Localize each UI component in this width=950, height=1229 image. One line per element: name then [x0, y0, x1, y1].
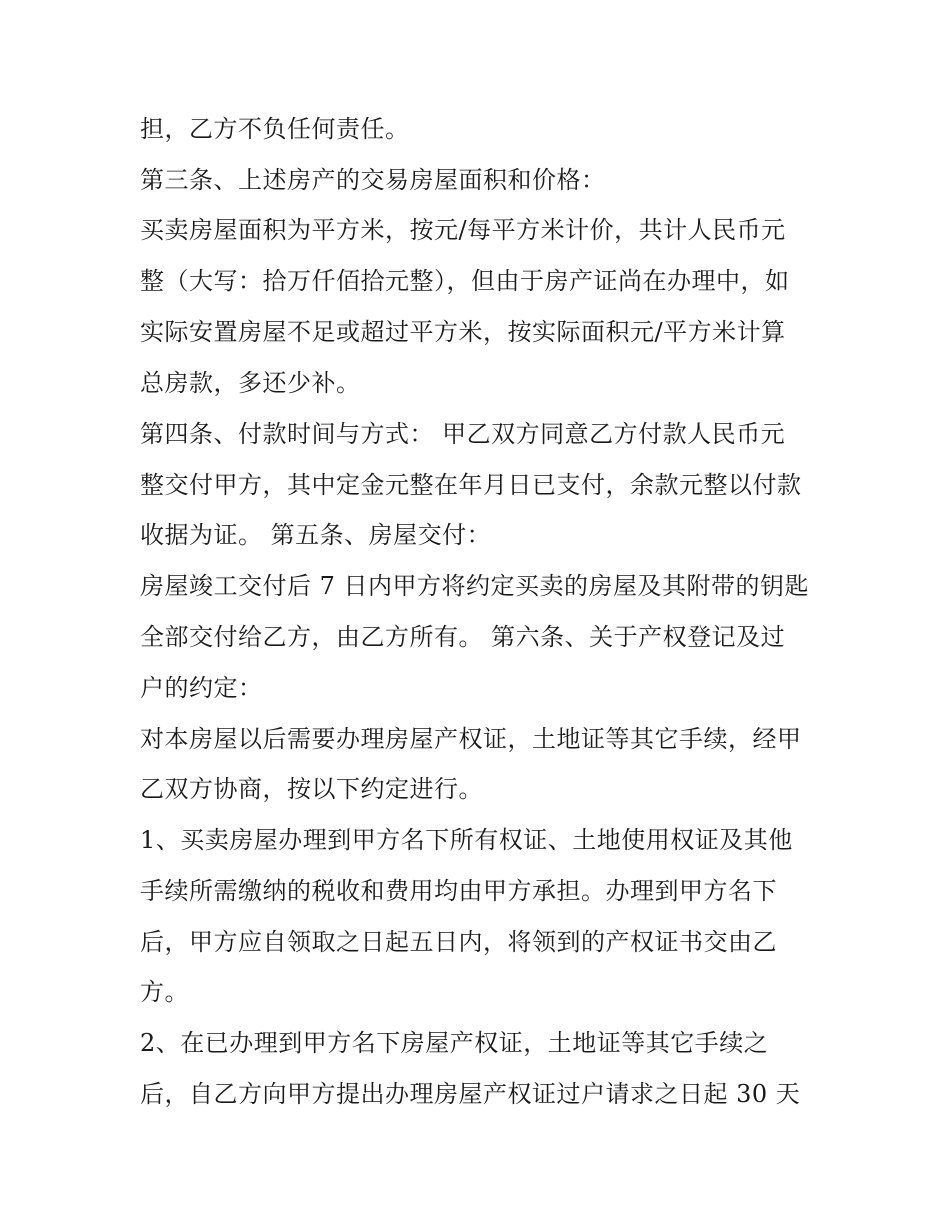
- text-line: 方。: [140, 978, 189, 1006]
- section-heading: 第三条、上述房产的交易房屋面积和价格：: [140, 166, 606, 194]
- list-item: 2、在已办理到甲方名下房屋产权证，土地证等其它手续之: [140, 1029, 769, 1057]
- text-line: 总房款，多还少补。: [140, 369, 361, 397]
- text-line: 整交付甲方，其中定金元整在年月日已支付，余款元整以付款: [140, 471, 802, 499]
- text-line: 担，乙方不负任何责任。: [140, 115, 410, 143]
- text-line: 实际安置房屋不足或超过平方米，按实际面积元/平方米计算: [140, 318, 786, 346]
- text-line: 后，自乙方向甲方提出办理房屋产权证过户请求之日起 30 天: [140, 1080, 801, 1108]
- text-line: 后，甲方应自领取之日起五日内，将领到的产权证书交由乙: [140, 928, 777, 956]
- text-line: 对本房屋以后需要办理房屋产权证，土地证等其它手续，经甲: [140, 725, 802, 753]
- text-line: 手续所需缴纳的税收和费用均由甲方承担。办理到甲方名下: [140, 877, 777, 905]
- text-line: 全部交付给乙方，由乙方所有。 第六条、关于产权登记及过: [140, 623, 786, 651]
- text-line: 户的约定：: [140, 674, 263, 702]
- text-line: 买卖房屋面积为平方米，按元/每平方米计价，共计人民币元: [140, 216, 786, 244]
- text-line: 房屋竣工交付后 7 日内甲方将约定买卖的房屋及其附带的钥匙: [140, 572, 810, 600]
- text-line: 整（大写：拾万仟佰拾元整），但由于房产证尚在办理中，如: [140, 267, 790, 295]
- text-line: 收据为证。 第五条、房屋交付：: [140, 521, 492, 549]
- list-item: 1、买卖房屋办理到甲方名下所有权证、土地使用权证及其他: [140, 826, 793, 854]
- section-heading: 第四条、付款时间与方式： 甲乙双方同意乙方付款人民币元: [140, 420, 786, 448]
- text-line: 乙双方协商，按以下约定进行。: [140, 775, 483, 803]
